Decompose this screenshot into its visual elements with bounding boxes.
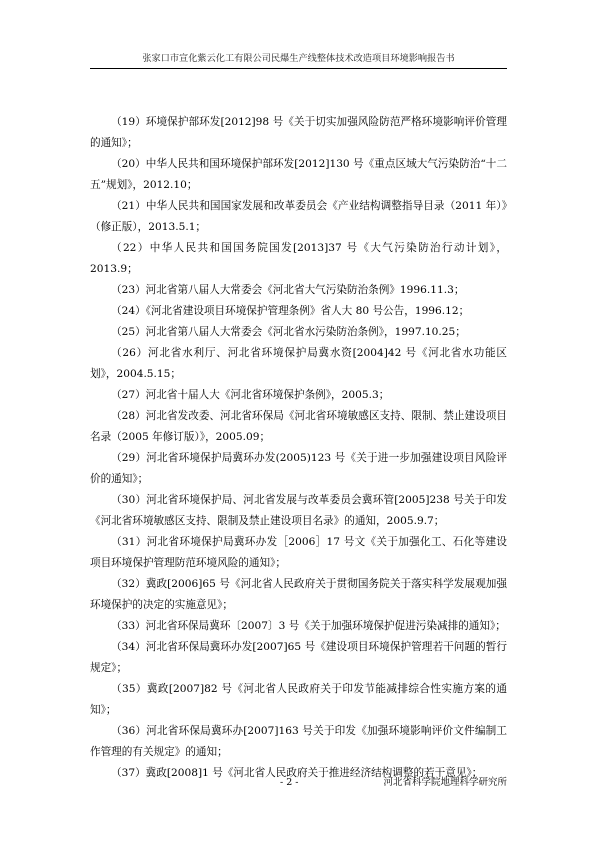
list-item: （34）河北省环保局冀环办发[2007]65 号《建设项目环境保护管理若干问题的暂行规定》；: [90, 641, 507, 674]
regulation-list: [90, 112, 507, 784]
list-item: （21）中华人民共和国国家发展和改革委员会《产业结构调整指导目录（2011 年）》（修正版），2013.5.1；: [90, 200, 507, 233]
page-header: 张家口市宣化紫云化工有限公司民爆生产线整体技术改造项目环境影响报告书: [90, 52, 507, 69]
list-item: （31）河北省环境保护局冀环办发［2006］17 号文《关于加强化工、石化等建设项目环境保护管理防范环境风险的通知》；: [90, 536, 507, 569]
list-item: （27）河北省十届人大《河北省环境保护条例》，2005.3；: [111, 389, 390, 401]
list-item: （25）河北省第八届人大常委会《河北省水污染防治条例》，1997.10.25；: [111, 326, 466, 338]
list-item: （30）河北省环境保护局、河北省发展与改革委员会冀环管[2005]238 号关于印发《河北省环境敏感区支持、限制及禁止建设项目名录》的通知，2005.9.7；: [90, 494, 507, 527]
list-item: （33）河北省环保局冀环〔2007〕3 号《关于加强环境保护促进污染减排的通知》；: [111, 620, 506, 632]
list-item: （29）河北省环境保护局冀环办发(2005)123 号《关于进一步加强建设项目风险评价的通知》；: [90, 452, 507, 485]
page-footer: [90, 776, 507, 790]
list-item: （36）河北省环保局冀环办[2007]163 号关于印发《加强环境影响评价文件编制工作管理的有关规定》的通知；: [90, 725, 507, 758]
list-item: （23）河北省第八届人大常委会《河北省大气污染防治条例》1996.11.3；: [111, 284, 465, 296]
list-item: （37）冀政[2008]1 号《河北省人民政府关于推进经济结构调整的若干意见》；: [111, 767, 483, 779]
list-item: （19）环境保护部环发[2012]98 号《关于切实加强风险防范严格环境影响评价管理的通知》；: [90, 116, 507, 149]
list-item: （26）河北省水利厅、河北省环境保护局冀水资[2004]42 号《河北省水功能区划》，2004.5.15；: [90, 347, 507, 380]
list-item: （28）河北省发改委、河北省环保局《河北省环境敏感区支持、限制、禁止建设项目名录（2005 年修订版）》，2005.09；: [90, 410, 507, 443]
page-number: - 2 -: [280, 777, 299, 788]
list-item: （35）冀政[2007]82 号《河北省人民政府关于印发节能减排综合性实施方案的通知》；: [90, 683, 507, 716]
list-item: （22）中华人民共和国国务院国发[2013]37 号《大气污染防治行动计划》，2013.9；: [90, 242, 507, 275]
list-item: （32）冀政[2006]65 号《河北省人民政府关于贯彻国务院关于落实科学发展观加强环境保护的决定的实施意见》；: [90, 578, 507, 611]
list-item: （24）《河北省建设项目环境保护管理条例》省人大 80 号公告，1996.12；: [111, 305, 470, 317]
list-item: （20）中华人民共和国环境保护部环发[2012]130 号《重点区域大气污染防治“十二五”规划》，2012.10；: [90, 158, 507, 191]
footer-institution: 河北省科学院地理科学研究所: [383, 777, 507, 788]
